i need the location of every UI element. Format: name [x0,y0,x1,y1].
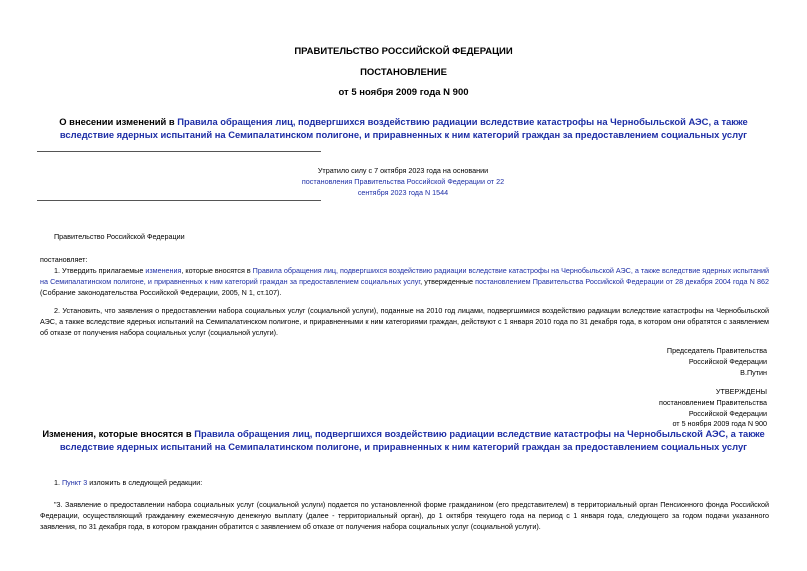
doc-type-heading: ПОСТАНОВЛЕНИЕ [360,67,447,78]
changes-title [40,428,767,453]
signature-line-1: Председатель Правительства [666,346,767,355]
p1-text-c: , утвержденные [420,277,476,286]
status-text: Утратило силу с 7 октября 2023 года на основании [317,166,489,175]
divider-bottom [37,200,321,201]
date-number-heading: от 5 ноября 2009 года N 900 [338,87,469,98]
intro-text: Правительство Российской Федерации [54,232,185,241]
paragraph-2: 2. Установить, что заявления о предоставлении набора социальных услуг (социальной услуги), поданные на 2010 год лицами, подвергшимися воздействию радиации вследствие катастрофы на Чернобыльской АЭС, а также вследствие ядерных испытаний на Семипалатинском полигоне, и приравненными к ним категориями граждан, действуют с 1 января 2010 года по 31 декабря года, в котором они обратятся с заявлением об отказе от получения набора социальных услуг (социальной услуги). [40,306,769,337]
change-item-1-quote: "3. Заявление о предоставлении набора социальных услуг (социальной услуги) подается по установленной форме гражданином (его представителем) в территориальный орган Пенсионного фонда Российской Федерации, осуществляющий гражданину ежемесячную денежную выплату (далее - территориальный орган), до 1 октября текущего года на период с 1 января года, следующего за годом подачи указанного заявления, по 31 декабря года, в котором гражданин обратится с заявлением об отказе от получения набора социальных услуг (социальной услуги). [40,500,769,531]
item1-text: изложить в следующей редакции: [87,478,203,487]
item1-number: 1. [54,478,62,487]
item1-point3-link[interactable]: Пункт 3 [62,478,88,487]
approved-line-4: от 5 ноября 2009 года N 900 [672,419,767,429]
signature-block [527,346,767,378]
title-prefix: О внесении изменений в [59,116,178,127]
p1-rules-link[interactable]: Правила обращения лиц, подвергшихся воздействию радиации вследствие катастрофы на Чернобыльской АЭС, а также вследствие ядерных испытаний на Семипалатинском полигоне, и приравненных к ним категорий граждан за предоставлением социальных услуг [40,266,769,286]
change-item-1 [54,477,202,488]
p1-text-a: 1. Утвердить прилагаемые [54,266,146,275]
document-title [40,116,767,141]
approved-line-3: Российской Федерации [688,408,767,418]
signature-line-2: Российской Федерации [688,356,767,366]
p1-text-d: (Собрание законодательства Российской Федерации, 2005, N 1, ст.107). [40,288,282,297]
approved-block [527,387,767,430]
government-heading: ПРАВИТЕЛЬСТВО РОССИЙСКОЙ ФЕДЕРАЦИИ [294,46,513,57]
approved-line-2: постановлением Правительства [659,397,767,407]
approved-line-1: УТВЕРЖДЕНЫ [715,387,767,396]
changes-title-rules-link[interactable]: Правила обращения лиц, подвергшихся воздействию радиации вследствие катастрофы на Чернобыльской АЭС, а также вследствие ядерных испытаний на Семипалатинском полигоне, и приравненных к ним категорий граждан за предоставлением социальных услуг [59,428,765,452]
signature-name: В.Путин [740,367,767,377]
status-repeal-link[interactable]: постановления Правительства Российской Федерации от 22 сентября 2023 года N 1544 [301,176,505,197]
status-note [290,166,516,198]
changes-title-prefix: Изменения, которые вносятся в [42,428,195,439]
p1-decree-862-link[interactable]: постановлением Правительства Российской Федерации от 28 декабря 2004 года N 862 [475,277,769,286]
decree-word: постановляет: [40,255,88,264]
paragraph-1 [40,265,769,298]
divider-top [37,151,321,152]
p1-changes-link[interactable]: изменения [145,266,182,275]
p1-text-b: , которые вносятся в [181,266,253,275]
title-rules-link[interactable]: Правила обращения лиц, подвергшихся воздействию радиации вследствие катастрофы на Чернобыльской АЭС, а также вследствие ядерных испытаний на Семипалатинском полигоне, и приравненных к ним категорий граждан за предоставлением социальных услуг [59,116,748,140]
